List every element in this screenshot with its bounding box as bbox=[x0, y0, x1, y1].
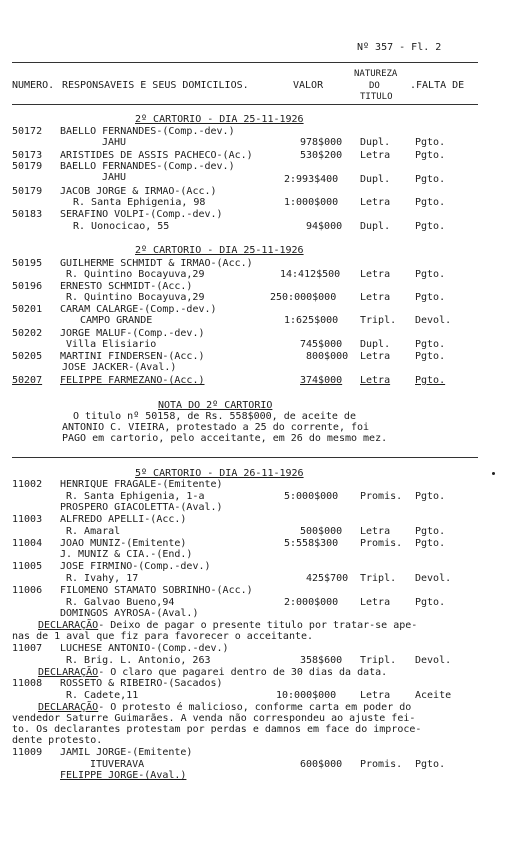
row-addr: JOSE JACKER-(Aval.) bbox=[62, 362, 177, 373]
row-num: 50183 bbox=[12, 209, 43, 220]
row-natureza: Promis. bbox=[360, 491, 403, 502]
row-valor: 530$200 bbox=[300, 150, 343, 161]
row-valor: 94$000 bbox=[306, 221, 343, 232]
row-natureza: Letra bbox=[360, 150, 391, 161]
row-natureza: Tripl. bbox=[360, 573, 397, 584]
row-valor: 250:000$000 bbox=[270, 292, 337, 303]
row-valor: 374$000 bbox=[300, 375, 343, 386]
row-num: 50179 bbox=[12, 186, 43, 197]
row-valor: 500$000 bbox=[300, 526, 343, 537]
row-natureza: Dupl. bbox=[360, 221, 391, 232]
row-valor: 5:558$300 bbox=[284, 538, 339, 549]
row-falta: Devol. bbox=[415, 655, 452, 666]
row-num: 50173 bbox=[12, 150, 43, 161]
row-name: CARAM CALARGE-(Comp.-dev.) bbox=[60, 304, 217, 315]
declaracao-3-line: vendedor Saturre Guimarães. A venda não correspondeu ao ajuste fei- bbox=[12, 713, 416, 724]
declaracao-1-cont: nas de 1 aval que fiz para favorecer o acceitante. bbox=[12, 631, 314, 642]
header-natureza-3: TITULO bbox=[360, 92, 393, 102]
row-num: 50201 bbox=[12, 304, 43, 315]
row-falta: Pgto. bbox=[415, 339, 446, 350]
row-name: HENRIQUE FRAGALE-(Emitente) bbox=[60, 479, 223, 490]
row-num: 11006 bbox=[12, 585, 43, 596]
row-name: ROSSETO & RIBEIRO-(Sacados) bbox=[60, 678, 223, 689]
section-title: 2º CARTORIO - DIA 25-11-1926 bbox=[135, 114, 304, 125]
row-valor: 5:000$000 bbox=[284, 491, 339, 502]
row-name: MARTINI FINDERSEN-(Acc.) bbox=[60, 351, 205, 362]
row-num: 50195 bbox=[12, 258, 43, 269]
declaracao-text: - Deixo de pagar o presente titulo por tratar-se ape- bbox=[98, 620, 418, 631]
row-num: 11009 bbox=[12, 747, 43, 758]
row-addr: R. Santa Ephigenia, 1-a bbox=[66, 491, 205, 502]
row-num: 50202 bbox=[12, 328, 43, 339]
header-valor: VALOR bbox=[293, 80, 324, 91]
declaracao-label: DECLARAÇÃO bbox=[38, 702, 99, 713]
section-divider bbox=[12, 457, 478, 458]
row-extra: PROSPERO GIACOLETTA-(Aval.) bbox=[60, 502, 223, 513]
declaracao-label: DECLARAÇÃO bbox=[38, 667, 99, 678]
row-name: LUCHESE ANTONIO-(Comp.-dev.) bbox=[60, 643, 229, 654]
declaracao-2 bbox=[38, 667, 387, 678]
row-extra: DOMINGOS AYROSA-(Aval.) bbox=[60, 608, 199, 619]
row-name: FILOMENO STAMATO SOBRINHO-(Acc.) bbox=[60, 585, 253, 596]
row-name: JORGE MALUF-(Comp.-dev.) bbox=[60, 328, 205, 339]
margin-mark bbox=[492, 472, 495, 475]
row-falta: Pgto. bbox=[415, 526, 446, 537]
declaracao-text: - O claro que pagarei dentro de 30 dias da data. bbox=[98, 667, 388, 678]
row-addr: JAHU bbox=[102, 137, 127, 148]
row-num: 50207 bbox=[12, 375, 43, 386]
declaracao-3-line: to. Os declarantes protestam por perdas e damnos em face do improce- bbox=[12, 724, 422, 735]
row-natureza: Letra bbox=[360, 351, 391, 362]
row-falta: Pgto. bbox=[415, 375, 446, 386]
header-natureza-1: NATUREZA bbox=[354, 69, 398, 79]
header-numero: NUMERO. bbox=[12, 80, 55, 91]
row-name: JOSE FIRMINO-(Comp.-dev.) bbox=[60, 561, 211, 572]
row-falta: Pgto. bbox=[415, 597, 446, 608]
row-natureza: Promis. bbox=[360, 538, 403, 549]
nota-line-3: PAGO em cartorio, pelo acceitante, em 26 do mesmo mez. bbox=[62, 433, 388, 444]
row-name: ARISTIDES DE ASSIS PACHECO-(Ac.) bbox=[60, 150, 253, 161]
row-valor: 425$700 bbox=[306, 573, 349, 584]
row-num: 50196 bbox=[12, 281, 43, 292]
row-valor: 800$000 bbox=[306, 351, 349, 362]
row-num: 11004 bbox=[12, 538, 43, 549]
row-name: BAELLO FERNANDES-(Comp.-dev.) bbox=[60, 126, 235, 137]
declaracao-3-line: dente protesto. bbox=[12, 735, 103, 746]
row-name: BAELLO FERNANDES-(Comp.-dev.) bbox=[60, 161, 235, 172]
row-addr: CAMPO GRANDE bbox=[80, 315, 153, 326]
row-falta: Pgto. bbox=[415, 137, 446, 148]
row-natureza: Promis. bbox=[360, 759, 403, 770]
row-addr: R. Ivahy, 17 bbox=[66, 573, 139, 584]
header-natureza-2: DO bbox=[369, 81, 380, 91]
page-reference: Nº 357 - Fl. 2 bbox=[357, 42, 442, 53]
row-name: ERNESTO SCHMIDT-(Acc.) bbox=[60, 281, 193, 292]
row-addr: ITUVERAVA bbox=[90, 759, 145, 770]
row-num: 11005 bbox=[12, 561, 43, 572]
declaracao-label: DECLARAÇÃO bbox=[38, 620, 99, 631]
row-addr: R. Cadete,11 bbox=[66, 690, 139, 701]
row-name: JOAO MUNIZ-(Emitente) bbox=[60, 538, 187, 549]
row-falta: Pgto. bbox=[415, 269, 446, 280]
row-valor: 2:993$400 bbox=[284, 174, 339, 185]
declaracao-3 bbox=[38, 702, 411, 713]
row-valor: 1:625$000 bbox=[284, 315, 339, 326]
row-name: JACOB JORGE & IRMAO-(Acc.) bbox=[60, 186, 217, 197]
row-natureza: Tripl. bbox=[360, 315, 397, 326]
row-name: FELIPPE FARMEZANO-(Acc.) bbox=[60, 375, 205, 386]
nota-line-1: O titulo nº 50158, de Rs. 558$000, de aceite de bbox=[73, 411, 356, 422]
row-falta: Pgto. bbox=[415, 174, 446, 185]
section-title: 2º CARTORIO - DIA 25-11-1926 bbox=[135, 245, 304, 256]
row-valor: 600$000 bbox=[300, 759, 343, 770]
row-valor: 358$600 bbox=[300, 655, 343, 666]
row-valor: 978$000 bbox=[300, 137, 343, 148]
row-name: JAMIL JORGE-(Emitente) bbox=[60, 747, 193, 758]
row-addr: J. MUNIZ & CIA.-(End.) bbox=[60, 549, 193, 560]
row-valor: 2:000$000 bbox=[284, 597, 339, 608]
row-falta: Pgto. bbox=[415, 197, 446, 208]
section-title: 5º CARTORIO - DIA 26-11-1926 bbox=[135, 468, 304, 479]
row-falta: Devol. bbox=[415, 573, 452, 584]
header-responsaveis: RESPONSAVEIS E SEUS DOMICILIOS. bbox=[62, 80, 249, 91]
declaracao-1 bbox=[38, 620, 417, 631]
row-addr: R. Galvao Bueno,94 bbox=[66, 597, 175, 608]
row-num: 11002 bbox=[12, 479, 43, 490]
row-natureza: Letra bbox=[360, 690, 391, 701]
row-valor: 14:412$500 bbox=[280, 269, 341, 280]
row-extra: FELIPPE JORGE-(Aval.) bbox=[60, 770, 187, 781]
row-name: ALFREDO APELLI-(Acc.) bbox=[60, 514, 187, 525]
header-rule-top bbox=[12, 62, 478, 63]
row-falta: Aceite bbox=[415, 690, 452, 701]
row-num: 11007 bbox=[12, 643, 43, 654]
row-addr: R. Brig. L. Antonio, 263 bbox=[66, 655, 211, 666]
row-addr: R. Amaral bbox=[66, 526, 121, 537]
row-natureza: Dupl. bbox=[360, 339, 391, 350]
row-natureza: Tripl. bbox=[360, 655, 397, 666]
row-name: GUILHERME SCHMIDT & IRMAO-(Acc.) bbox=[60, 258, 253, 269]
row-addr: JAHU bbox=[102, 172, 127, 183]
nota-line-2: ANTONIO C. VIEIRA, protestado a 25 do corrente, foi bbox=[62, 422, 370, 433]
row-valor: 10:000$000 bbox=[276, 690, 337, 701]
row-num: 11008 bbox=[12, 678, 43, 689]
row-natureza: Letra bbox=[360, 292, 391, 303]
row-valor: 1:000$000 bbox=[284, 197, 339, 208]
row-falta: Pgto. bbox=[415, 491, 446, 502]
row-addr: Villa Elisiario bbox=[66, 339, 157, 350]
row-falta: Devol. bbox=[415, 315, 452, 326]
row-natureza: Letra bbox=[360, 375, 391, 386]
row-natureza: Dupl. bbox=[360, 137, 391, 148]
row-addr: R. Uonocicao, 55 bbox=[73, 221, 170, 232]
row-natureza: Letra bbox=[360, 269, 391, 280]
row-falta: Pgto. bbox=[415, 150, 446, 161]
row-natureza: Letra bbox=[360, 597, 391, 608]
row-falta: Pgto. bbox=[415, 221, 446, 232]
row-falta: Pgto. bbox=[415, 759, 446, 770]
row-num: 50179 bbox=[12, 161, 43, 172]
row-falta: Pgto. bbox=[415, 351, 446, 362]
row-addr: R. Quintino Bocayuva,29 bbox=[66, 292, 205, 303]
header-falta: .FALTA DE bbox=[410, 80, 465, 91]
row-falta: Pgto. bbox=[415, 538, 446, 549]
row-num: 50172 bbox=[12, 126, 43, 137]
row-falta: Pgto. bbox=[415, 292, 446, 303]
nota-title: NOTA DO 2º CARTORIO bbox=[158, 400, 273, 411]
row-natureza: Letra bbox=[360, 197, 391, 208]
declaracao-text: - O protesto é malicioso, conforme carta em poder do bbox=[98, 702, 412, 713]
row-name: SERAFINO VOLPI-(Comp.-dev.) bbox=[60, 209, 223, 220]
row-addr: R. Quintino Bocayuva,29 bbox=[66, 269, 205, 280]
row-num: 11003 bbox=[12, 514, 43, 525]
row-natureza: Letra bbox=[360, 526, 391, 537]
header-rule-bottom bbox=[12, 104, 478, 105]
row-natureza: Dupl. bbox=[360, 174, 391, 185]
row-valor: 745$000 bbox=[300, 339, 343, 350]
row-addr: R. Santa Ephigenia, 98 bbox=[73, 197, 206, 208]
row-num: 50205 bbox=[12, 351, 43, 362]
